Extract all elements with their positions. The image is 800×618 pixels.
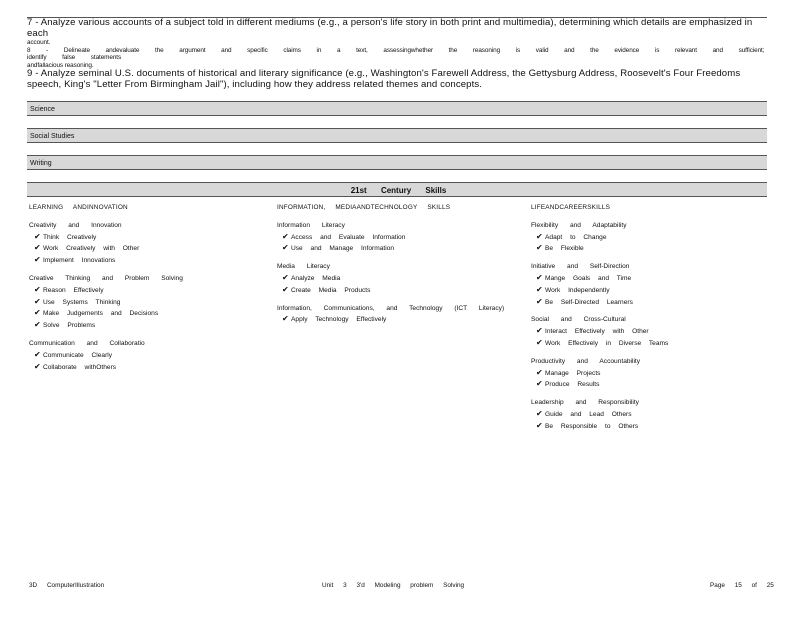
skill-item-label: Make Judgements and Decisions [43, 310, 159, 318]
skill-item [29, 243, 269, 255]
column-heading: INFORMATION, MEDIAANDTECHNOLOGY SKILLS [277, 204, 451, 211]
skill-item-label: Mange Goals and Time [545, 274, 632, 282]
check-icon: ✔ [536, 379, 543, 389]
skill-item [29, 350, 269, 362]
check-icon: ✔ [536, 408, 543, 418]
check-icon: ✔ [536, 296, 543, 306]
century-skills-title: 21st Century Skills [350, 186, 447, 195]
skill-item-label: Manage Projects [545, 369, 601, 377]
skill-item [531, 243, 771, 255]
skill-item [531, 285, 771, 297]
skill-item [531, 232, 771, 244]
check-icon: ✔ [536, 420, 543, 430]
skill-group-title: Information, Communications, and Technology (ICT Literacy) [277, 304, 505, 312]
check-icon: ✔ [282, 231, 289, 241]
skill-item-label: Apply Technology Effectively [291, 316, 387, 324]
column-information-media-technology [277, 202, 517, 332]
check-icon: ✔ [282, 272, 289, 282]
skill-item [29, 285, 269, 297]
column-learning-innovation [29, 202, 269, 379]
skill-item [531, 273, 771, 285]
skill-group-title: Flexibility and Adaptability [531, 221, 627, 229]
skill-item-label: Solve Problems [43, 322, 96, 330]
skill-group [531, 261, 771, 308]
skill-group [29, 338, 269, 373]
skill-item-label: Reason Effectively [43, 286, 104, 294]
skill-group [29, 220, 269, 267]
skill-item-label: Analyze Media [291, 274, 341, 282]
skill-item [277, 232, 517, 244]
skill-item [277, 243, 517, 255]
footer-page-number: Page 15 of 25 [710, 582, 774, 589]
standard-7-continued: account. [27, 39, 51, 46]
skill-item [531, 409, 771, 421]
check-icon: ✔ [34, 231, 41, 241]
skill-group-title: Media Literacy [277, 263, 330, 271]
skill-group-title: Creative Thinking and Problem Solving [29, 274, 183, 282]
skill-item-label: Collaborate withOthers [43, 363, 117, 371]
check-icon: ✔ [282, 243, 289, 253]
skill-item [531, 379, 771, 391]
social-studies-section [27, 128, 767, 143]
skill-item [277, 285, 517, 297]
skill-group [531, 356, 771, 391]
check-icon: ✔ [536, 367, 543, 377]
check-icon: ✔ [282, 314, 289, 324]
social-studies-label: Social Studies [30, 133, 75, 140]
standards-block [27, 17, 767, 90]
science-section [27, 101, 767, 116]
science-label: Science [30, 106, 55, 113]
footer-course: 3D ComputerIllustration [29, 582, 105, 589]
skill-group [531, 314, 771, 349]
skill-item-label: Work Effectively in Diverse Teams [545, 339, 669, 347]
skill-item-label: Be Responsible to Others [545, 422, 639, 430]
standard-7: 7 - Analyze various accounts of a subject told in different mediums (e.g., a person's life story in both print and multimedia), determining which details are emphasized in each [27, 17, 753, 39]
check-icon: ✔ [34, 255, 41, 265]
skill-item-label: Interact Effectively with Other [545, 328, 649, 336]
skill-group [531, 397, 771, 432]
skill-item-label: Access and Evaluate Information [291, 233, 406, 241]
skill-item [531, 338, 771, 350]
skill-item-label: Guide and Lead Others [545, 410, 632, 418]
column-life-career [531, 202, 771, 439]
skill-group [277, 303, 517, 327]
century-skills-header [27, 182, 767, 197]
check-icon: ✔ [34, 320, 41, 330]
skill-item [531, 368, 771, 380]
skill-group [29, 273, 269, 332]
skill-item [531, 326, 771, 338]
check-icon: ✔ [34, 284, 41, 294]
skill-item-label: Be Flexible [545, 245, 584, 253]
skill-group-title: Creativity and Innovation [29, 221, 122, 229]
check-icon: ✔ [536, 243, 543, 253]
skill-item-label: Adapt to Change [545, 233, 607, 241]
column-heading: LEARNING ANDINNOVATION [29, 204, 128, 211]
skill-item-label: Produce Results [545, 381, 600, 389]
check-icon: ✔ [536, 284, 543, 294]
check-icon: ✔ [536, 326, 543, 336]
skill-group-title: Communication and Collaboratio [29, 339, 145, 347]
skill-item-label: Communicate Clearly [43, 351, 113, 359]
skill-item-label: Be Self-Directed Learners [545, 298, 633, 306]
skill-item-label: Create Media Products [291, 286, 371, 294]
skill-item [29, 255, 269, 267]
column-heading: LIFEANDCAREERSKILLS [531, 204, 611, 211]
skill-group-title: Leadership and Responsibility [531, 399, 639, 407]
skill-item-label: Work Independently [545, 286, 610, 294]
skill-item [29, 308, 269, 320]
standard-8: 8 - Delineate andevaluate the argument and specific claims in a text, assessingwhether the reasoning is valid and the evidence is relevant and sufficient; identify false statements [27, 46, 765, 61]
check-icon: ✔ [536, 337, 543, 347]
check-icon: ✔ [34, 296, 41, 306]
skill-group-title: Information Literacy [277, 221, 345, 229]
skill-item-label: Think Creatively [43, 233, 97, 241]
skill-item [29, 362, 269, 374]
writing-label: Writing [30, 160, 52, 167]
skill-item-label: Work Creatively with Other [43, 245, 140, 253]
skill-group-title: Productivity and Accountability [531, 357, 641, 365]
skill-item-label: Implement Innovations [43, 257, 116, 265]
skill-item [29, 320, 269, 332]
check-icon: ✔ [34, 243, 41, 253]
skill-group-title: Social and Cross-Cultural [531, 316, 626, 324]
skill-group [277, 220, 517, 255]
footer-unit: Unit 3 3'd Modeling problem Solving [322, 582, 465, 589]
skill-item [531, 297, 771, 309]
check-icon: ✔ [34, 308, 41, 318]
standard-9: 9 - Analyze seminal U.S. documents of historical and literary significance (e.g., Washington's Farewell Address, the Gettysburg Address, Roosevelt's Four Freedoms speech, King's "Letter From Birmingham Jail"), including how they address related themes and concepts. [27, 68, 741, 90]
standard-8-continued: andfallacious reasoning. [27, 61, 94, 69]
check-icon: ✔ [536, 231, 543, 241]
skill-item [531, 421, 771, 433]
writing-section [27, 155, 767, 170]
skill-item [277, 314, 517, 326]
skill-group [277, 261, 517, 296]
skill-item-label: Use and Manage Information [291, 245, 395, 253]
skill-item [277, 273, 517, 285]
skill-item [29, 297, 269, 309]
skill-item [29, 232, 269, 244]
check-icon: ✔ [34, 361, 41, 371]
skill-group [531, 220, 771, 255]
check-icon: ✔ [536, 272, 543, 282]
skill-group-title: Initiative and Self-Direction [531, 263, 630, 271]
check-icon: ✔ [34, 349, 41, 359]
check-icon: ✔ [282, 284, 289, 294]
skill-item-label: Use Systems Thinking [43, 298, 121, 306]
